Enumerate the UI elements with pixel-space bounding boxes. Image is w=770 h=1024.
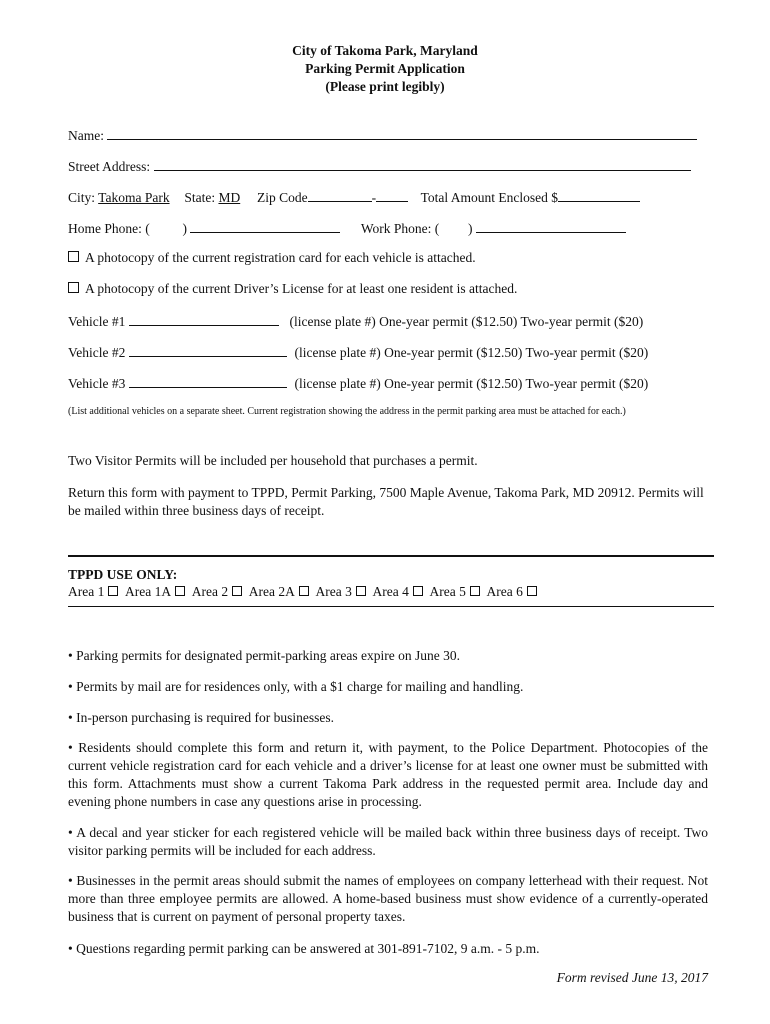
vehicle-plate-field[interactable]	[129, 343, 287, 357]
vehicle-row	[68, 343, 648, 361]
home-phone-field[interactable]	[190, 219, 340, 233]
vehicle-suffix: (license plate #) One-year permit ($12.50) Two-year permit ($20)	[294, 376, 649, 391]
total-label: Total Amount Enclosed $	[420, 190, 559, 205]
additional-vehicles-note: (List additional vehicles on a separate sheet. Current registration showing the address in the permit parking area must be attached for each.)	[68, 406, 626, 417]
state-label: State:	[184, 190, 216, 205]
zip-ext-field[interactable]	[376, 188, 408, 202]
area-checkbox[interactable]	[356, 586, 366, 596]
vehicle-label: Vehicle #3	[68, 376, 126, 391]
zip-label: Zip Code	[256, 190, 308, 205]
info-bullet: • Businesses in the permit areas should submit the names of employees on company letterhead with their request. Not more than three employee permits are allowed. A home-based business must show evidence of a currently-operated business that is current on payment of personal property taxes.	[68, 873, 708, 924]
header-instruction: (Please print legibly)	[325, 79, 445, 94]
area-label: Area 2	[191, 584, 229, 599]
area-label: Area 1	[68, 584, 105, 599]
tppd-title: TPPD USE ONLY:	[68, 567, 178, 582]
vehicle-suffix: (license plate #) One-year permit ($12.50) Two-year permit ($20)	[289, 314, 644, 329]
return-instructions: Return this form with payment to TPPD, Permit Parking, 7500 Maple Avenue, Takoma Park, MD 20912. Permits will be mailed within three business days of receipt.	[68, 485, 704, 518]
home-phone-close: )	[182, 221, 187, 236]
street-label: Street Address:	[68, 159, 151, 174]
area-checkbox[interactable]	[175, 586, 185, 596]
form-header	[0, 42, 770, 96]
street-row	[68, 157, 691, 175]
area-checkbox[interactable]	[527, 586, 537, 596]
info-bullet: • A decal and year sticker for each registered vehicle will be mailed back within three business days of receipt. Two visitor parking permits will be included for each address.	[68, 825, 708, 858]
area-checkbox[interactable]	[299, 586, 309, 596]
vehicle-label: Vehicle #1	[68, 314, 126, 329]
area-checkbox[interactable]	[470, 586, 480, 596]
form-revision-date: Form revised June 13, 2017	[556, 970, 708, 985]
divider-top	[68, 555, 714, 557]
vehicle-row	[68, 312, 643, 330]
area-label: Area 2A	[248, 584, 295, 599]
visitor-permits-text: Two Visitor Permits will be included per household that purchases a permit.	[68, 453, 478, 468]
check-license-row	[68, 281, 517, 297]
area-list	[68, 584, 541, 600]
area-checkbox[interactable]	[108, 586, 118, 596]
info-bullet: • Questions regarding permit parking can be answered at 301-891-7102, 9 a.m. - 5 p.m.	[68, 941, 540, 956]
area-label: Area 4	[372, 584, 409, 599]
tppd-section	[68, 567, 541, 600]
info-bullet: • In-person purchasing is required for businesses.	[68, 710, 335, 725]
license-checkbox[interactable]	[68, 282, 79, 293]
info-bullet: • Permits by mail are for residences only, with a $1 charge for mailing and handling.	[68, 679, 524, 694]
vehicle-plate-field[interactable]	[129, 312, 279, 326]
name-row	[68, 126, 697, 144]
vehicle-plate-field[interactable]	[129, 374, 287, 388]
area-label: Area 6	[486, 584, 523, 599]
work-phone-close: )	[468, 221, 473, 236]
phone-row	[68, 219, 626, 237]
registration-check-label: A photocopy of the current registration card for each vehicle is attached.	[85, 250, 476, 265]
name-field[interactable]	[107, 126, 697, 140]
work-phone-field[interactable]	[476, 219, 626, 233]
registration-checkbox[interactable]	[68, 251, 79, 262]
city-label: City:	[68, 190, 96, 205]
city-value: Takoma Park	[98, 190, 170, 205]
zip-field[interactable]	[308, 188, 372, 202]
header-title: Parking Permit Application	[305, 61, 465, 76]
area-checkbox[interactable]	[232, 586, 242, 596]
area-label: Area 3	[315, 584, 352, 599]
street-field[interactable]	[154, 157, 691, 171]
work-phone-label: Work Phone: (	[360, 221, 440, 236]
info-bullet: • Residents should complete this form and return it, with payment, to the Police Department. Photocopies of the current vehicle registration card for each vehicle and a driver’s license for at least one owner must be submitted with this form. Attachments must show a current Takoma Park address in the requested permit area. Include day and evening phone numbers in case any questions arise in processing.	[68, 740, 708, 809]
state-value: MD	[218, 190, 241, 205]
vehicle-row	[68, 374, 648, 392]
total-field[interactable]	[558, 188, 640, 202]
area-checkbox[interactable]	[413, 586, 423, 596]
vehicle-label: Vehicle #2	[68, 345, 126, 360]
check-registration-row	[68, 250, 476, 266]
info-bullet: • Parking permits for designated permit-parking areas expire on June 30.	[68, 648, 460, 663]
divider-bottom	[68, 606, 714, 607]
area-label: Area 5	[429, 584, 466, 599]
area-label: Area 1A	[125, 584, 172, 599]
license-check-label: A photocopy of the current Driver’s License for at least one resident is attached.	[85, 281, 518, 296]
vehicle-suffix: (license plate #) One-year permit ($12.50) Two-year permit ($20)	[294, 345, 649, 360]
home-phone-label: Home Phone: (	[68, 221, 150, 236]
name-label: Name:	[68, 128, 104, 143]
city-row	[68, 188, 640, 206]
zip-dash: -	[371, 190, 377, 205]
header-city: City of Takoma Park, Maryland	[292, 43, 478, 58]
